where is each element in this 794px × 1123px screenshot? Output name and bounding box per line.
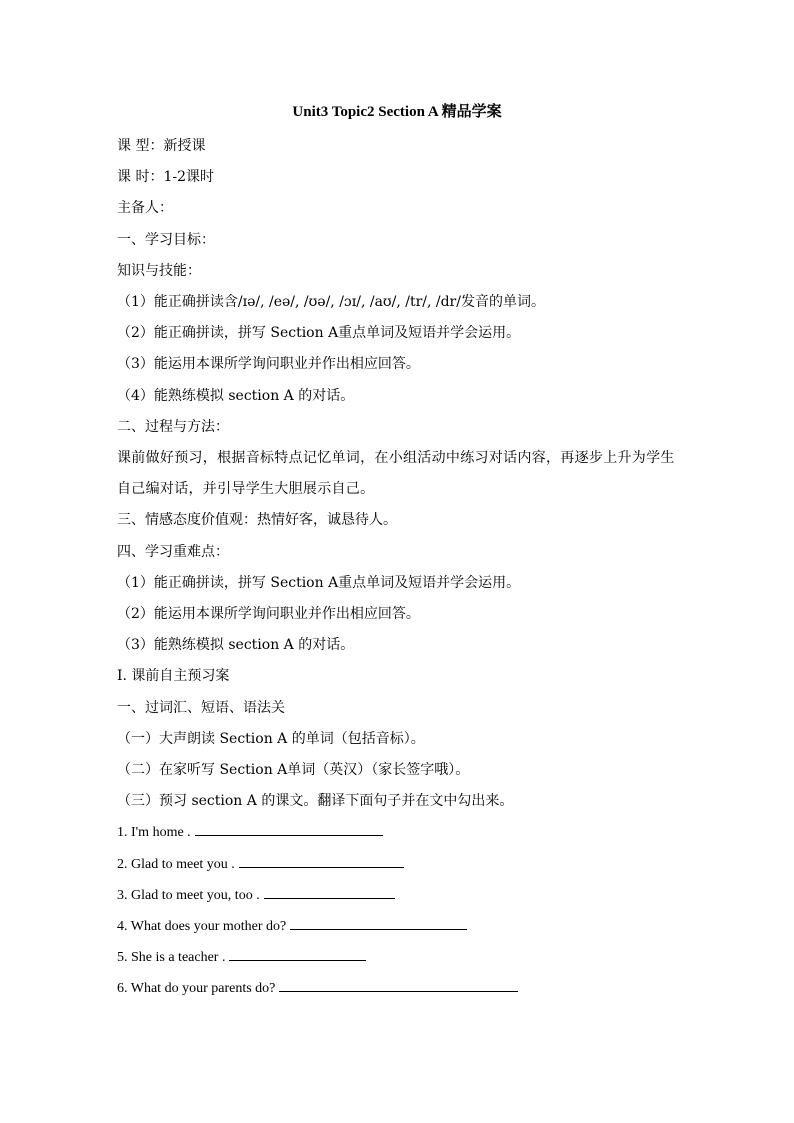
answer-blank[interactable] [290, 915, 467, 930]
process-heading: 二、过程与方法： [117, 418, 229, 435]
preview-task: （一）大声朗读 Section A 的单词（包括音标）。 [117, 730, 425, 747]
question-text: 1. I'm home . [117, 825, 191, 841]
goal-item: （2）能正确拼读，拼写 Section A重点单词及短语并学会运用。 [117, 325, 521, 342]
question-text: 2. Glad to meet you . [117, 856, 235, 872]
lesson-preparer: 主备人： [117, 200, 173, 217]
document-title: Unit3 Topic2 Section A 精品学案 [292, 104, 502, 120]
preview-task: （二）在家听写 Section A单词（英汉）（家长签字哦）。 [117, 762, 470, 779]
goals-heading: 一、学习目标： [117, 231, 215, 248]
question-text: 4. What does your mother do? [117, 919, 287, 935]
document-body [117, 131, 687, 1005]
focus-item: （3）能熟练模拟 section A 的对话。 [117, 637, 355, 654]
translation-question [117, 849, 687, 880]
translation-question [117, 942, 687, 973]
focus-item: （1）能正确拼读，拼写 Section A重点单词及短语并学会运用。 [117, 574, 521, 591]
goal-item: （1）能正确拼读含/ɪə/, /eə/, /ʊə/, /ɔɪ/, /aʊ/, /tr/, /dr/发音的单词。 [117, 294, 545, 311]
preview-task: （三）预习 section A 的课文。翻译下面句子并在文中勾出来。 [117, 793, 514, 810]
lesson-hours: 课 时：1-2课时 [117, 169, 214, 186]
translation-question [117, 973, 687, 1004]
answer-blank[interactable] [239, 853, 404, 868]
question-text: 6. What do your parents do? [117, 981, 276, 997]
question-text: 3. Glad to meet you, too . [117, 887, 260, 903]
attitude-text: 三、情感态度价值观：热情好客，诚恳待人。 [117, 512, 397, 529]
focus-heading: 四、学习重难点： [117, 543, 229, 560]
translation-question [117, 817, 687, 848]
goal-item: （3）能运用本课所学询问职业并作出相应回答。 [117, 356, 420, 373]
translation-questions [117, 817, 687, 1004]
answer-blank[interactable] [264, 884, 395, 899]
translation-question [117, 911, 687, 942]
answer-blank[interactable] [195, 821, 383, 836]
focus-item: （2）能运用本课所学询问职业并作出相应回答。 [117, 606, 420, 623]
question-text: 5. She is a teacher . [117, 950, 226, 966]
preview-heading: I. 课前自主预习案 [117, 668, 230, 685]
preview-sub-heading: 一、过词汇、短语、语法关 [117, 699, 285, 716]
process-text: 课前做好预习，根据音标特点记忆单词，在小组活动中练习对话内容，再逐步上升为学生自己编对话，并引导学生大胆展示自己。 [117, 450, 675, 498]
knowledge-heading: 知识与技能： [117, 262, 201, 279]
translation-question [117, 880, 687, 911]
goal-item: （4）能熟练模拟 section A 的对话。 [117, 387, 355, 404]
answer-blank[interactable] [279, 977, 518, 992]
answer-blank[interactable] [229, 946, 366, 961]
lesson-type: 课 型：新授课 [117, 138, 206, 154]
